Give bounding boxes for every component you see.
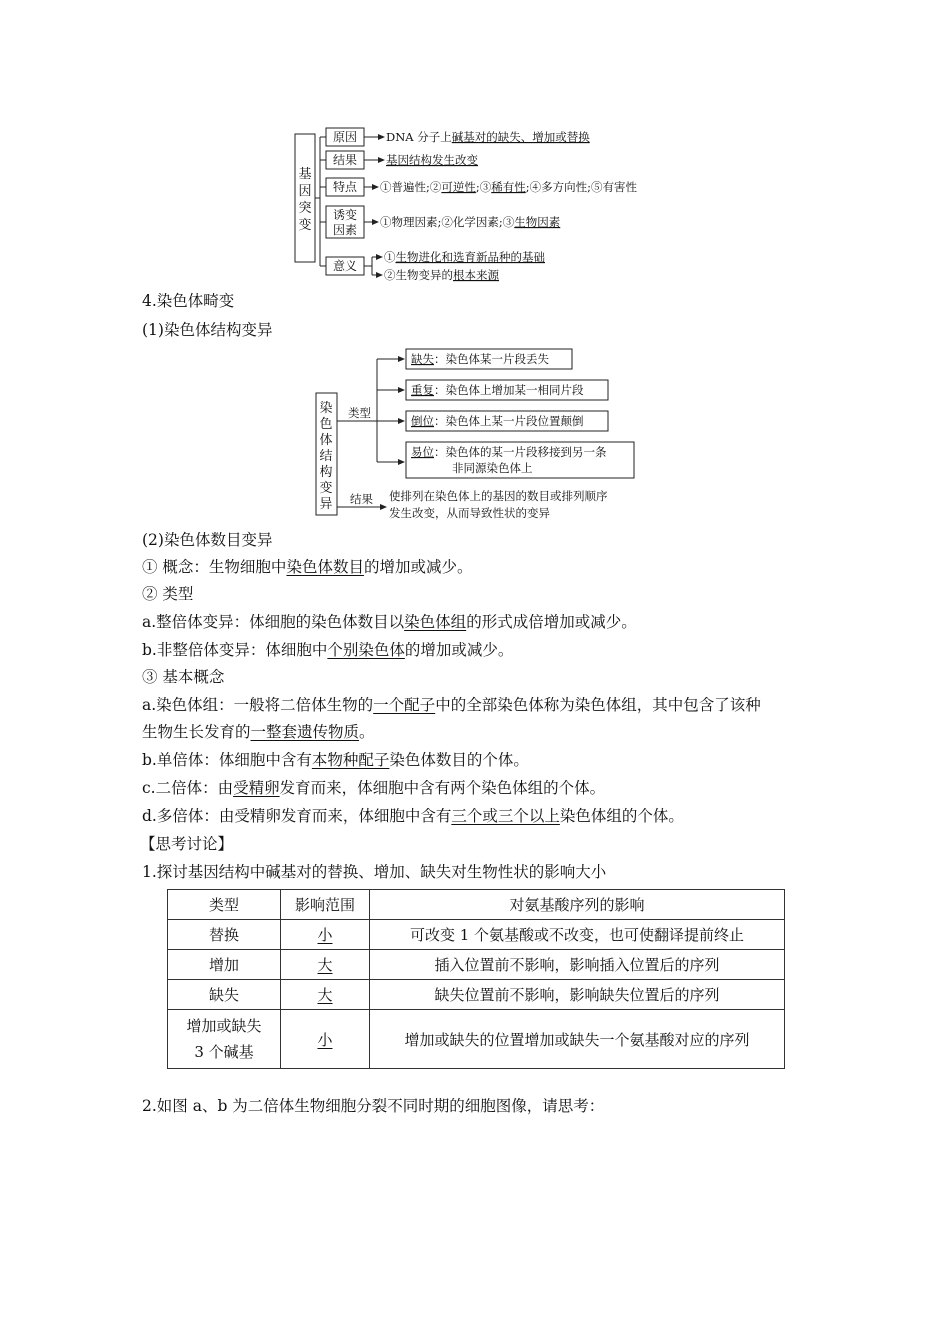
structure-root-char: 变 <box>319 481 333 496</box>
table-cell-range: 小 <box>281 1010 370 1069</box>
type-inversion: 倒位：染色体上某一片段位置颠倒 <box>411 414 584 428</box>
structure-root-char: 体 <box>319 433 333 448</box>
table-cell-range: 大 <box>281 950 370 980</box>
branch-text-meaning-1: ①生物进化和选育新品种的基础 <box>384 250 545 264</box>
type-label: 类型 <box>348 406 371 420</box>
result-label: 结果 <box>350 492 373 506</box>
heading-structure-variation: (1)染色体结构变异 <box>142 321 273 339</box>
chromosome-structure-diagram <box>0 0 950 530</box>
branch-label-meaning: 意义 <box>332 259 358 273</box>
table-row <box>168 1010 785 1069</box>
structure-root-char: 异 <box>319 497 333 512</box>
structure-root-char: 染 <box>319 401 333 416</box>
table-cell-type-line: 增加或缺失 <box>186 1017 262 1035</box>
question-1: 1.探讨基因结构中碱基对的替换、增加、缺失对生物性状的影响大小 <box>142 863 607 881</box>
gene-mutation-root-char: 因 <box>298 184 312 199</box>
structure-root-char: 构 <box>319 465 333 480</box>
table-cell-range: 大 <box>281 980 370 1010</box>
branch-text-cause: DNA 分子上碱基对的缺失、增加或替换 <box>386 130 590 144</box>
branch-label-feature: 特点 <box>332 180 358 194</box>
para-chromosome-set-1: a.染色体组：一般将二倍体生物的一个配子中的全部染色体称为染色体组，其中包含了该种 <box>142 696 761 714</box>
structure-root-char: 色 <box>319 417 333 432</box>
structure-root-char: 结 <box>319 449 333 464</box>
table-cell-effect: 增加或缺失的位置增加或缺失一个氨基酸对应的序列 <box>370 1010 785 1069</box>
table-cell-type: 缺失 <box>168 980 281 1010</box>
table-cell-type <box>168 1010 281 1069</box>
branch-label-result: 结果 <box>332 153 358 167</box>
table-cell-range: 小 <box>281 920 370 950</box>
type-deletion: 缺失：染色体某一片段丢失 <box>411 352 549 366</box>
para-haploid: b.单倍体：体细胞中含有本物种配子染色体数目的个体。 <box>142 751 529 769</box>
heading-chromosome-aberration: 4.染色体畸变 <box>142 292 235 310</box>
gene-mutation-root-char: 突 <box>298 201 312 216</box>
para-polyploid: d.多倍体：由受精卵发育而来，体细胞中含有三个或三个以上染色体组的个体。 <box>142 807 684 825</box>
branch-text-result: 基因结构发生改变 <box>386 153 478 167</box>
type-duplication: 重复：染色体上增加某一相同片段 <box>411 383 584 397</box>
table-cell-effect: 可改变 1 个氨基酸或不改变，也可使翻译提前终止 <box>370 920 785 950</box>
table-cell-type: 替换 <box>168 920 281 950</box>
result-text-1: 使排列在染色体上的基因的数目或排列顺序 <box>389 489 608 503</box>
table-row <box>168 980 785 1010</box>
table-header-cell: 类型 <box>168 890 281 920</box>
table-header-cell: 对氨基酸序列的影响 <box>370 890 785 920</box>
branch-label-factor: 诱变 <box>332 208 358 222</box>
para-concept: ① 概念：生物细胞中染色体数目的增加或减少。 <box>142 558 473 576</box>
branch-text-feature: ①普遍性;②可逆性;③稀有性;④多方向性;⑤有害性 <box>380 180 637 194</box>
branch-text-factor: ①物理因素;②化学因素;③生物因素 <box>380 215 561 229</box>
para-diploid: c.二倍体：由受精卵发育而来，体细胞中含有两个染色体组的个体。 <box>142 779 606 797</box>
type-translocation-line2: 非同源染色体上 <box>452 461 533 475</box>
branch-label-factor: 因素 <box>332 223 358 237</box>
para-chromosome-set-2: 生物生长发育的一整套遗传物质。 <box>142 723 375 741</box>
result-text-2: 发生改变，从而导致性状的变异 <box>389 506 550 520</box>
table-header-row <box>168 890 785 920</box>
table-cell-effect: 缺失位置前不影响，影响缺失位置后的序列 <box>370 980 785 1010</box>
table-cell-effect: 插入位置前不影响，影响插入位置后的序列 <box>370 950 785 980</box>
discussion-title: 【思考讨论】 <box>140 835 234 853</box>
heading-number-variation: (2)染色体数目变异 <box>142 531 273 549</box>
question-2: 2.如图 a、b 为二倍体生物细胞分裂不同时期的细胞图像，请思考： <box>142 1097 605 1115</box>
para-aneuploidy: b.非整倍体变异：体细胞中个别染色体的增加或减少。 <box>142 641 514 659</box>
table-row <box>168 950 785 980</box>
type-translocation: 易位：染色体的某一片段移接到另一条 <box>411 445 607 459</box>
branch-label-cause: 原因 <box>332 130 358 144</box>
branch-text-meaning-2: ②生物变异的根本来源 <box>384 268 499 282</box>
table-row <box>168 920 785 950</box>
para-basic-concepts: ③ 基本概念 <box>142 668 225 686</box>
base-mutation-table <box>167 889 785 1069</box>
gene-mutation-root-char: 变 <box>298 218 312 233</box>
table-cell-type-line: 3 个碱基 <box>194 1043 254 1061</box>
para-types: ② 类型 <box>142 585 194 603</box>
table-header-cell: 影响范围 <box>281 890 370 920</box>
para-euploidy: a.整倍体变异：体细胞的染色体数目以染色体组的形式成倍增加或减少。 <box>142 613 637 631</box>
table-cell-type: 增加 <box>168 950 281 980</box>
gene-mutation-root-char: 基 <box>298 167 312 182</box>
